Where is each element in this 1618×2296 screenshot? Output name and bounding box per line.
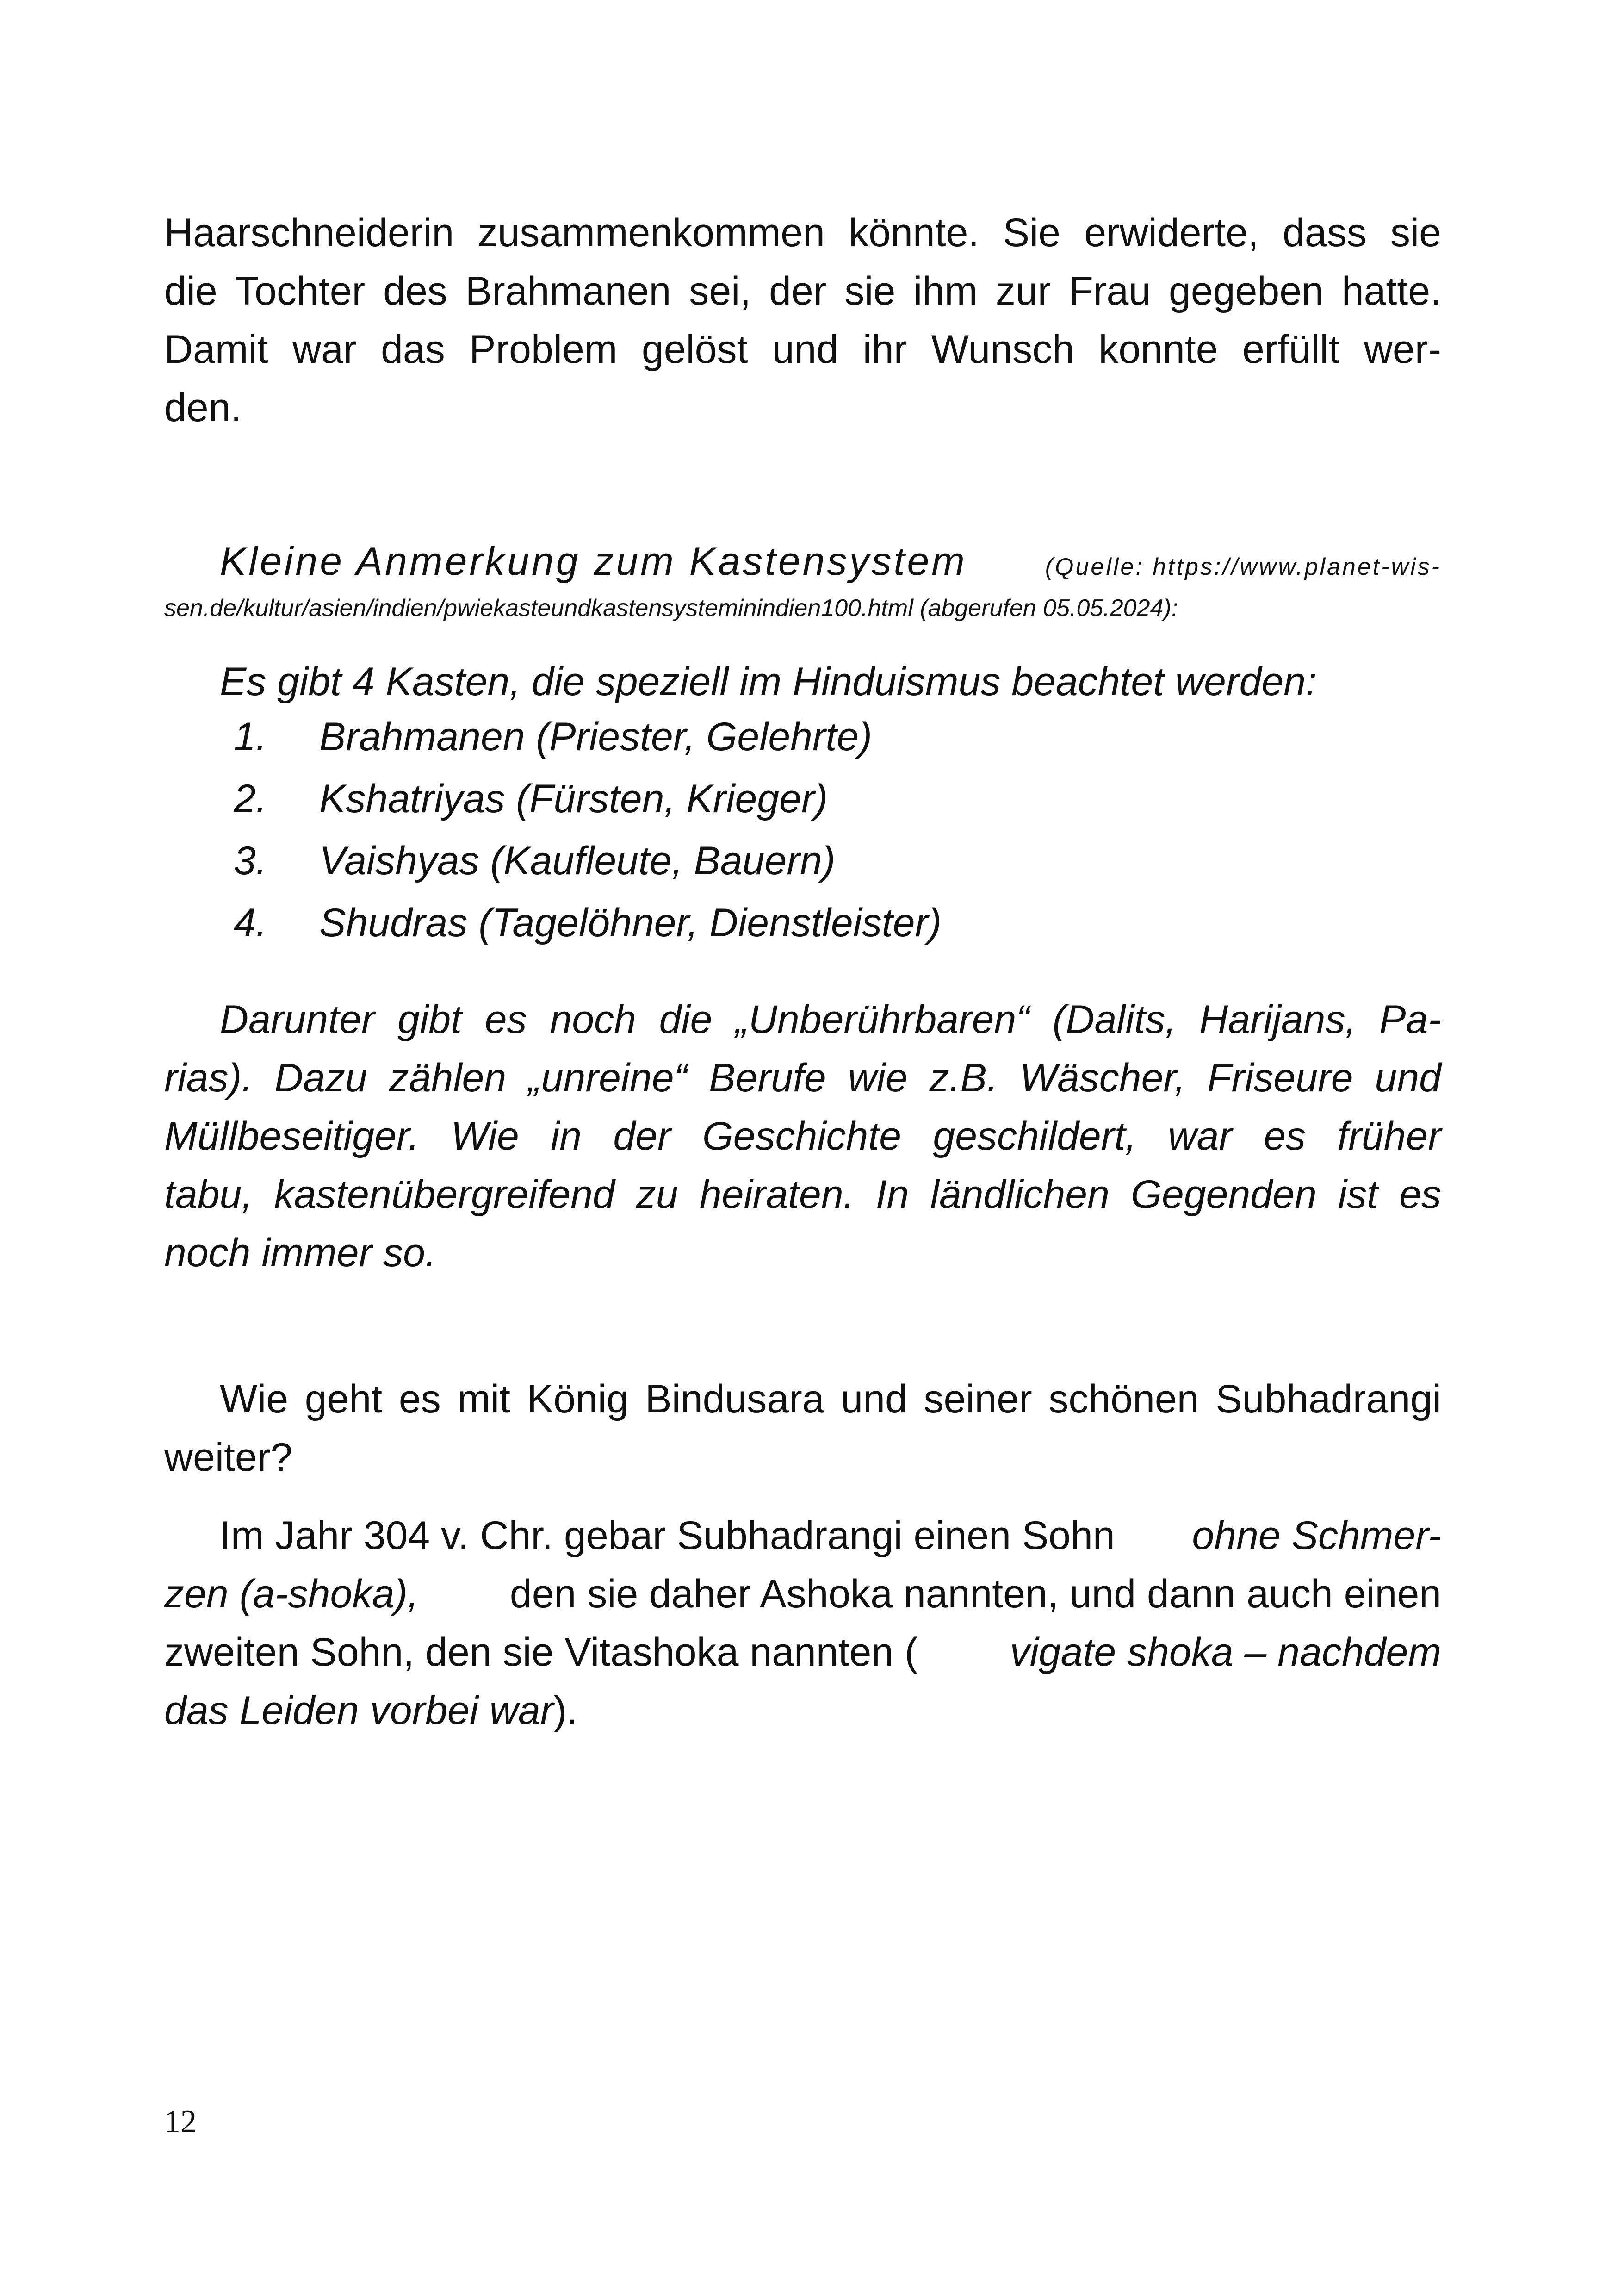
text-line [164, 1506, 1441, 1565]
text-line: Damit war das Problem gelöst und ihr Wunsch konnte erfüllt wer- [164, 327, 1441, 372]
caste-note-closing [164, 990, 1441, 1282]
text-line: Haarschneiderin zusammenkommen könnte. Sie erwiderte, dass sie [164, 211, 1441, 255]
text-segment: den sie daher Ashoka nannten, und dann auch einen [499, 1572, 1441, 1616]
text-line: Müllbeseitiger. Wie in der Geschichte geschildert, war es früher [164, 1114, 1441, 1158]
list-text: Shudras (Tagelöhner, Dienstleister) [319, 901, 942, 945]
list-item [164, 830, 1441, 892]
caste-intro-text: Es gibt 4 Kasten, die speziell im Hinduismus beachtet werden: [220, 660, 1317, 704]
list-text: Kshatriyas (Fürsten, Krieger) [319, 777, 828, 821]
list-number: 4. [234, 901, 267, 945]
list-number: 2. [234, 777, 267, 821]
paragraph-continuation [164, 204, 1441, 437]
caste-note-header [164, 532, 1441, 626]
text-line: Darunter gibt es noch die „Unberührbaren“ (Dalits, Harijans, Pa- [220, 997, 1441, 1042]
list-text: Brahmanen (Priester, Gelehrte) [319, 715, 872, 759]
text-line: weiter? [164, 1435, 293, 1480]
text-line: den. [164, 386, 242, 430]
list-item [164, 768, 1441, 830]
text-line: die Tochter des Brahmanen sei, der sie ihm zur Frau gegeben hatte. [164, 269, 1441, 313]
page-number: 12 [164, 2104, 197, 2140]
list-number: 1. [234, 715, 267, 759]
text-segment-italic: das Leiden vorbei war [164, 1688, 554, 1733]
text-segment: ). [553, 1688, 578, 1733]
text-segment-italic: vigate shoka – nachdem [1010, 1630, 1441, 1674]
text-line [164, 1681, 1441, 1740]
text-segment: Im Jahr 304 v. Chr. gebar Subhadrangi einen Sohn [220, 1513, 1126, 1558]
text-segment: zweiten Sohn, den sie Vitashoka nannten ( [164, 1630, 918, 1674]
list-number: 3. [234, 839, 267, 883]
paragraph-question [164, 1370, 1441, 1487]
note-source-line-2: sen.de/kultur/asien/indien/pwiekasteundkastensysteminindien100.html (abgerufen 05.05.2024): [164, 595, 1178, 622]
caste-list [164, 706, 1441, 954]
list-text: Vaishyas (Kaufleute, Bauern) [319, 839, 836, 883]
text-segment-italic: ohne Schmer- [1192, 1513, 1441, 1558]
text-line: tabu, kastenübergreifend zu heiraten. In ländlichen Gegenden ist es [164, 1172, 1441, 1217]
note-title: Kleine Anmerkung zum Kastensystem [220, 539, 967, 584]
note-source-line-1: (Quelle: https://www.planet-wis- [1045, 554, 1441, 580]
text-line [164, 1623, 1441, 1681]
paragraph-ashoka [164, 1506, 1441, 1740]
text-segment-italic: zen (a-shoka), [164, 1572, 419, 1616]
text-line: noch immer so. [164, 1231, 436, 1275]
text-line: rias). Dazu zählen „unreine“ Berufe wie z.B. Wäscher, Friseure und [164, 1056, 1441, 1100]
caste-intro [164, 653, 1441, 711]
text-line [164, 1565, 1441, 1623]
list-item [164, 892, 1441, 954]
text-line: Wie geht es mit König Bindusara und seiner schönen Subhadrangi [220, 1377, 1441, 1421]
list-item [164, 706, 1441, 768]
